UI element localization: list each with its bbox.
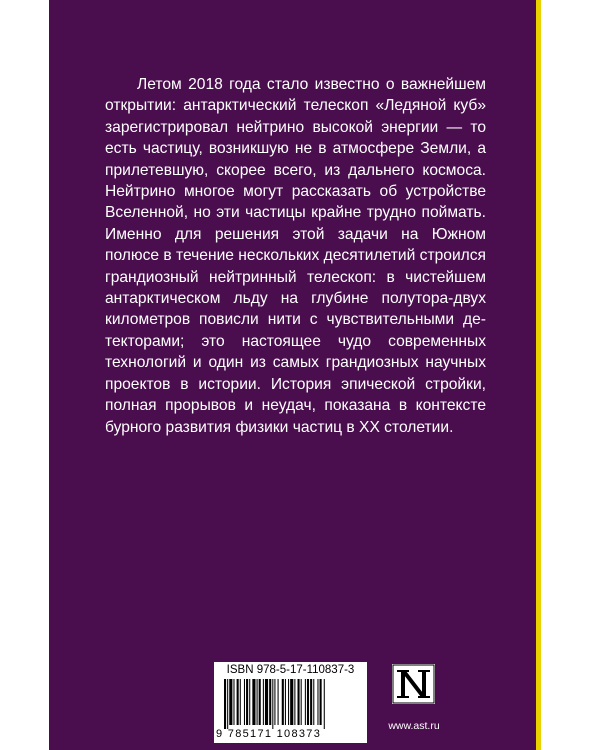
spine-strip — [536, 0, 541, 750]
isbn-label: ISBN 978-5-17-110837-3 — [226, 664, 355, 676]
publisher-n-logo-icon — [392, 664, 435, 704]
barcode-panel — [214, 662, 367, 743]
publisher-website: www.ast.ru — [388, 720, 440, 732]
barcode-icon — [224, 679, 360, 729]
cover-blurb: Летом 2018 года стало известно о важнейшем открытии: антарктический телескоп «Ледяной куб» зарегистрировал нейтрино высокой энергии — то есть частицу, возникшую не в атмосфере Земли, а прилетевшую, скорее всего, из дальнего космоса. Нейтрино многое могут рассказать об устройстве Вселенной, но эти частицы крайне трудно поймать. Именно для решения этой задачи на Южном полюсе в течение нескольких десятилетий строился грандиозный нейтринный телескоп: в чистейшем антарктическом льду на глубине полутора-двух километров повисли нити с чувствительными детекторами; это настоящее чудо современных технологий и один из самых грандиозных научных проектов в истории. История эпической стройки, полная прорывов и неудач, показана в контексте бурного развития физики частиц в XX столетии. — [105, 76, 486, 436]
barcode-digits: 9 785171 108373 — [216, 728, 322, 740]
